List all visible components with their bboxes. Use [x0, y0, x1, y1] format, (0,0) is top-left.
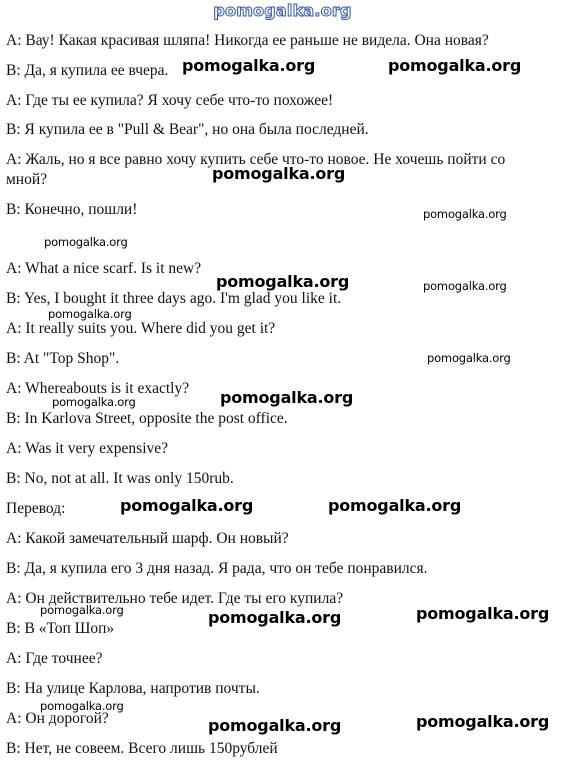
watermark: pomogalka.org	[48, 307, 132, 321]
section-heading: Перевод:	[6, 500, 66, 517]
dialogue-line: A: Was it very expensive?	[6, 440, 169, 457]
dialogue-line: B: No, not at all. It was only 150rub.	[6, 470, 234, 487]
watermark: pomogalka.org	[52, 395, 136, 409]
watermark: pomogalka.org	[44, 235, 128, 249]
dialogue-line: B: Конечно, пошли!	[6, 201, 138, 218]
dialogue-line: B: Я купила ее в "Pull & Bear", но она была последней.	[6, 121, 369, 138]
watermark: pomogalka.org	[423, 279, 507, 293]
watermark: pomogalka.org	[328, 496, 462, 515]
dialogue-line: B: Да, я купила его 3 дня назад. Я рада, что он тебе понравился.	[6, 560, 428, 577]
watermark: pomogalka.org	[40, 699, 124, 713]
site-logo[interactable]: pomogalka.org	[213, 1, 352, 20]
dialogue-line: B: Нет, не совеем. Всего лишь 150рублей	[6, 740, 278, 757]
watermark: pomogalka.org	[212, 164, 346, 183]
dialogue-line: A: It really suits you. Where did you get it?	[6, 320, 276, 337]
dialogue-line: B: Yes, I bought it three days ago. I'm glad you like it.	[6, 290, 342, 307]
dialogue-line: B: At "Top Shop".	[6, 350, 120, 367]
dialogue-line: B: Да, я купила ее вчера.	[6, 62, 169, 79]
watermark: pomogalka.org	[120, 496, 254, 515]
dialogue-line: A: Вау! Какая красивая шляпа! Никогда ее раньше не видела. Она новая?	[6, 32, 489, 49]
watermark: pomogalka.org	[388, 56, 522, 75]
dialogue-line: B: На улице Карлова, напротив почты.	[6, 680, 260, 697]
dialogue-line: мной?	[6, 171, 48, 188]
dialogue-line: A: Жаль, но я все равно хочу купить себе что-то новое. Не хочешь пойти со	[6, 151, 506, 168]
watermark: pomogalka.org	[220, 388, 354, 407]
dialogue-line: A: Какой замечательный шарф. Он новый?	[6, 530, 289, 547]
watermark: pomogalka.org	[216, 272, 350, 291]
watermark: pomogalka.org	[416, 604, 550, 623]
watermark: pomogalka.org	[427, 351, 511, 365]
dialogue-line: B: В «Топ Шоп»	[6, 620, 115, 637]
watermark: pomogalka.org	[423, 207, 507, 221]
watermark: pomogalka.org	[208, 608, 342, 627]
dialogue-line: A: Он действительно тебе идет. Где ты его купила?	[6, 590, 344, 607]
dialogue-line: A: Где точнее?	[6, 650, 103, 667]
dialogue-line: A: Whereabouts is it exactly?	[6, 380, 190, 397]
watermark: pomogalka.org	[416, 712, 550, 731]
watermark: pomogalka.org	[40, 603, 124, 617]
watermark: pomogalka.org	[208, 716, 342, 735]
dialogue-line: A: Где ты ее купила? Я хочу себе что-то похожее!	[6, 92, 334, 109]
dialogue-line: B: In Karlova Street, opposite the post office.	[6, 410, 288, 427]
dialogue-line: A: What a nice scarf. Is it new?	[6, 260, 202, 277]
watermark: pomogalka.org	[182, 56, 316, 75]
dialogue-line: A: Он дорогой?	[6, 710, 109, 727]
